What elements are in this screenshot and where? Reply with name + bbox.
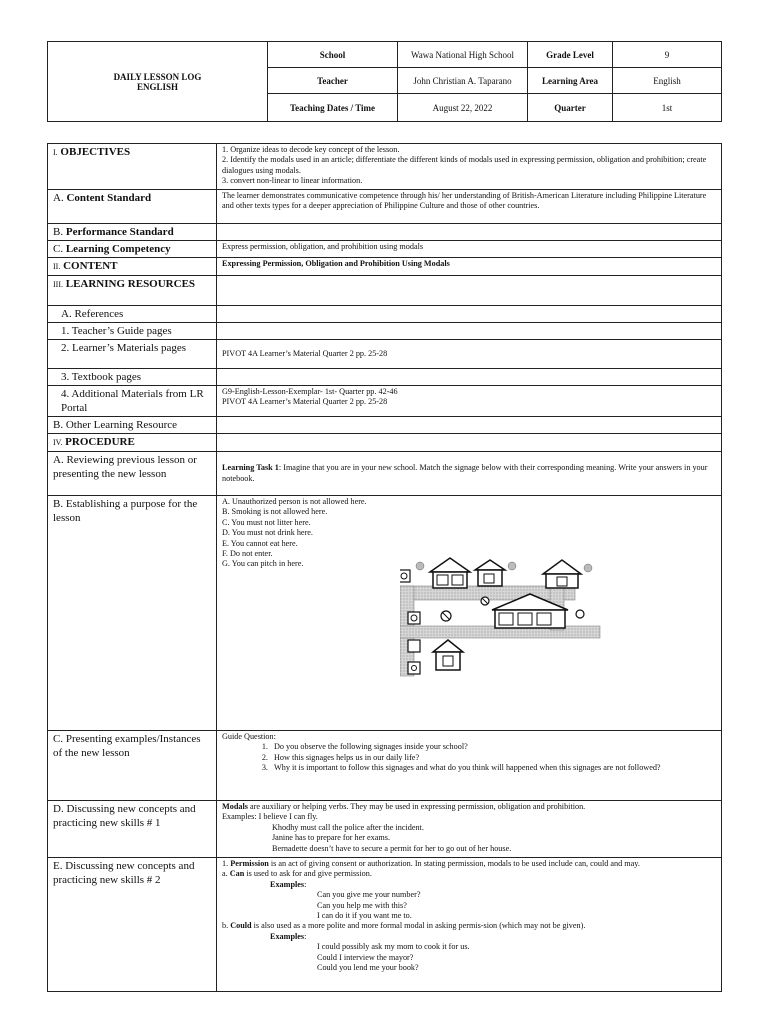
teacher-label: Teacher xyxy=(268,68,398,94)
guide-question: 3. Why it is important to follow this signages and what do you think will happened when this signages are not followed? xyxy=(270,763,716,773)
header-table xyxy=(47,41,722,122)
objective-item: 1. Organize ideas to decode key concept of the lesson. xyxy=(222,145,400,154)
signage-option: B. Smoking is not allowed here. xyxy=(222,507,328,517)
learning-area-value: English xyxy=(613,68,722,94)
example-sentence: Can you give me your number? xyxy=(317,890,421,900)
presenting-label: C. Presenting examples/Instances of the new lesson xyxy=(48,731,217,801)
title-line-1: DAILY LESSON LOG xyxy=(113,71,202,82)
other-resource-text xyxy=(217,417,722,434)
guide-question-list xyxy=(222,742,716,773)
grade-level-label: Grade Level xyxy=(528,42,613,68)
establishing-label: B. Establishing a purpose for the lesson xyxy=(48,496,217,731)
discussing-2-content: 1. Permission is an act of giving consent or authorization. In stating permission, modals to be used include can, could and may. a. Can is used to ask for and give permission. Examples: Can you give me your number? Can you help me with this? I can do it if you want me to. b. Could is also used as a more polite and more formal modal in asking permis-sion (which may not be given). Examples: I could possibly ask my mom to cook it for us. Could I interview the mayor? Could you lend me your book? xyxy=(217,858,722,992)
school-value: Wawa National High School xyxy=(398,42,528,68)
learning-area-label: Learning Area xyxy=(528,68,613,94)
references-label: A. References xyxy=(61,308,124,320)
objectives-row xyxy=(48,144,722,190)
example-sentence: Khodhy must call the police after the incident. xyxy=(272,822,424,832)
textbook-label: 3. Textbook pages xyxy=(61,371,141,383)
objectives-heading: I. OBJECTIVES xyxy=(48,144,217,190)
references-row xyxy=(48,306,722,323)
other-resource-row xyxy=(48,417,722,434)
objectives-list xyxy=(217,144,722,190)
teaching-dates-label: Teaching Dates / Time xyxy=(268,94,398,122)
reviewing-row xyxy=(48,452,722,496)
teaching-dates-value: August 22, 2022 xyxy=(398,94,528,122)
grade-level-value: 9 xyxy=(613,42,722,68)
discussing-1-label: D. Discussing new concepts and practicing new skills # 1 xyxy=(48,801,217,858)
learners-materials-label: 2. Learner’s Materials pages xyxy=(61,342,187,354)
signage-option: D. You must not drink here. xyxy=(222,528,313,538)
textbook-row xyxy=(48,369,722,386)
learning-resources-heading: III. LEARNING RESOURCES xyxy=(48,276,217,306)
textbook-text xyxy=(217,369,722,386)
example-sentence: Can you help me with this? xyxy=(317,900,407,910)
quarter-value: 1st xyxy=(613,94,722,122)
school-map-illustration xyxy=(400,556,610,681)
quarter-label: Quarter xyxy=(528,94,613,122)
guide-question: 1. Do you observe the following signages inside your school? xyxy=(270,742,716,752)
school-label: School xyxy=(268,42,398,68)
content-standard-heading: A. Content Standard xyxy=(48,190,217,224)
objective-item: 2. Identify the modals used in an article; differentiate the different kinds of modals used in expressing permission, obligation and prohibition; create dialogues using modals. xyxy=(222,155,707,175)
presenting-content xyxy=(217,731,722,801)
procedure-heading: IV. PROCEDURE xyxy=(48,434,217,452)
additional-materials-row xyxy=(48,386,722,417)
additional-materials-text: G9-English-Lesson-Exemplar- 1st- Quarter pp. 42-46 PIVOT 4A Learner’s Material Quarter 2 pp. 25-28 xyxy=(217,386,722,417)
guide-question: 2. How this signages helps us in our daily life? xyxy=(270,753,716,763)
title-line-2: ENGLISH xyxy=(136,81,178,92)
content-row xyxy=(48,258,722,276)
learners-materials-row xyxy=(48,340,722,369)
signage-option: A. Unauthorized person is not allowed here. xyxy=(222,497,367,506)
reviewing-label: A. Reviewing previous lesson or presenting the new lesson xyxy=(48,452,217,496)
additional-materials-label: 4. Additional Materials from LR Portal xyxy=(61,388,204,414)
signage-option: E. You cannot eat here. xyxy=(222,538,298,548)
content-standard-text: The learner demonstrates communicative competence through his/ her understanding of British-American Literature including Philippine Literature and other texts types for a deeper appreciation of Philippine Culture and those of other countries. xyxy=(217,190,722,224)
example-sentence: Bernadette doesn’t have to secure a permit for her to go out of her house. xyxy=(272,843,512,853)
document-title xyxy=(48,42,268,122)
establishing-content xyxy=(217,496,722,731)
objective-item: 3. convert non-linear to linear information. xyxy=(222,176,363,186)
teachers-guide-text xyxy=(217,323,722,340)
learning-competency-text: Express permission, obligation, and prohibition using modals xyxy=(217,241,722,258)
signage-option: G. You can pitch in here. xyxy=(222,559,304,569)
lesson-table xyxy=(47,143,722,992)
discussing-1-content: Modals are auxiliary or helping verbs. They may be used in expressing permission, obligation and prohibition. Examples: I believe I can fly. Khodhy must call the police after the incident. Janine has to prepare for her exams. Bernadette doesn’t have to secure a permit for her to go out of her house. xyxy=(217,801,722,858)
learning-resources-row xyxy=(48,276,722,306)
example-sentence: I could possibly ask my mom to cook it for us. xyxy=(317,942,470,952)
example-sentence: Could I interview the mayor? xyxy=(317,952,414,962)
learners-materials-text: PIVOT 4A Learner’s Material Quarter 2 pp. 25-28 xyxy=(217,340,722,369)
discussing-1-row xyxy=(48,801,722,858)
discussing-2-label: E. Discussing new concepts and practicing new skills # 2 xyxy=(48,858,217,992)
content-text: Expressing Permission, Obligation and Prohibition Using Modals xyxy=(217,258,722,276)
content-standard-row xyxy=(48,190,722,224)
presenting-row xyxy=(48,731,722,801)
guide-question-label: Guide Question: xyxy=(222,732,276,741)
discussing-2-row xyxy=(48,858,722,992)
performance-standard-row xyxy=(48,224,722,241)
example-sentence: Janine has to prepare for her exams. xyxy=(272,833,390,843)
establishing-row xyxy=(48,496,722,731)
school-signage-map xyxy=(400,556,610,681)
signage-option: C. You must not litter here. xyxy=(222,517,311,527)
teachers-guide-label: 1. Teacher’s Guide pages xyxy=(61,325,172,337)
other-resource-label: B. Other Learning Resource xyxy=(48,417,217,434)
example-sentence: Could you lend me your book? xyxy=(317,963,419,973)
learning-competency-heading: C. Learning Competency xyxy=(48,241,217,258)
learning-competency-row xyxy=(48,241,722,258)
teachers-guide-row xyxy=(48,323,722,340)
example-sentence: I can do it if you want me to. xyxy=(317,911,412,921)
signage-option: F. Do not enter. xyxy=(222,549,273,559)
content-heading: II. CONTENT xyxy=(48,258,217,276)
teacher-value: John Christian A. Taparano xyxy=(398,68,528,94)
performance-standard-heading: B. Performance Standard xyxy=(48,224,217,241)
procedure-row xyxy=(48,434,722,452)
performance-standard-text xyxy=(217,224,722,241)
learning-task-1: Learning Task 1: Imagine that you are in your new school. Match the signage below with their corresponding meaning. Write your answers in your notebook. xyxy=(217,452,722,496)
